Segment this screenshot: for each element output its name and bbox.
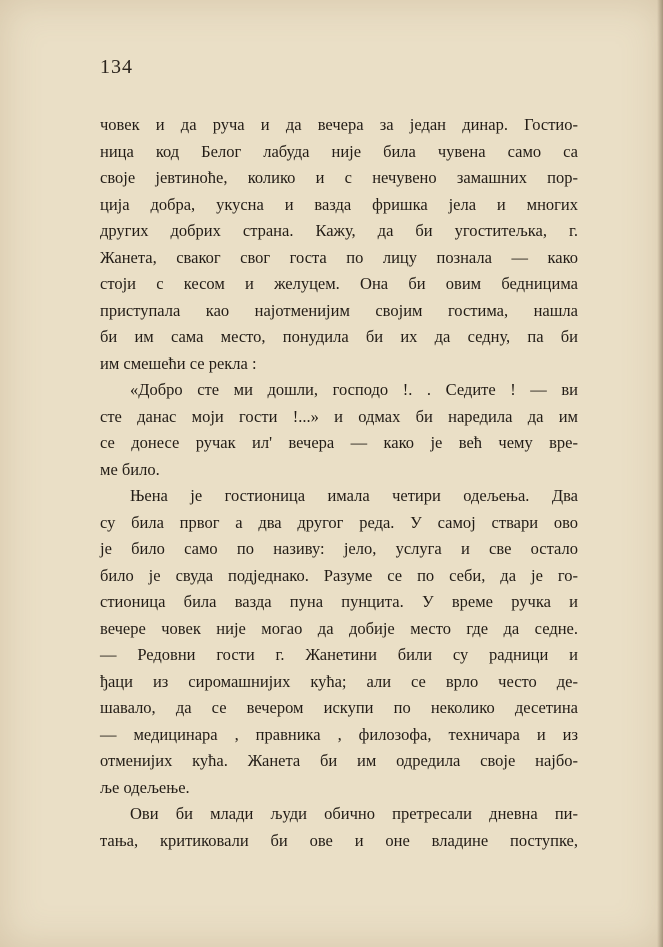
text-line: тања, критиковали би ове и оне владине поступке, — [100, 830, 578, 850]
text-line: би им сама место, понудила би их да седну, па би — [100, 327, 578, 346]
text-line: вечере човек није могао да добије место где да седне. — [100, 618, 578, 638]
paragraph-2 — [100, 377, 578, 483]
paragraph-1 — [100, 112, 578, 377]
text-line: Жанета, сваког свог госта по лицу познала — како — [100, 247, 578, 267]
text-line: човек и да руча и да вечера за један динар. Гостио- — [100, 115, 578, 134]
text-line: било је свуда подједнако. Разуме се по себи, да је го- — [100, 565, 578, 585]
text-line: «Добро сте ми дошли, господо !. . Седите ! — ви — [130, 380, 578, 399]
text-line: ција добра, укусна и вазда фришка јела и многих — [100, 194, 578, 214]
text-line: отменијих кућа. Жанета би им одредила своје најбо- — [100, 751, 578, 770]
text-line: шавало, да се вечером искупи по неколико десетина — [100, 698, 578, 717]
text-line: им смешећи се рекла : — [100, 353, 257, 373]
text-line: Њена је гостионица имала четири одељења. Два — [130, 486, 578, 505]
text-line: ме било. — [100, 459, 160, 479]
text-line: ђаци из сиромашнијих кућа; али се врло често де- — [100, 671, 578, 691]
text-line: — медицинара , правника , филозофа, техничара и из — [100, 724, 578, 744]
text-line: Ови би млади људи обично претресали дневна пи- — [130, 804, 578, 823]
text-line: сте данас моји гости !...» и одмах би наредила да им — [100, 406, 578, 426]
text-line: ница код Белог лабуда није била чувена само са — [100, 141, 578, 161]
text-line: се донесе ручак ил' вечера — како је већ чему вре- — [100, 433, 578, 452]
page-number: 134 — [100, 56, 133, 78]
text-line: — Редовни гости г. Жанетини били су радници и — [100, 645, 578, 664]
text-line: ље одељење. — [100, 777, 190, 797]
body-text — [100, 112, 578, 854]
paragraph-3 — [100, 483, 578, 801]
text-line: стионица била вазда пуна пунцита. У време ручка и — [100, 592, 578, 611]
text-line: приступала као најотменијим својим гостима, нашла — [100, 300, 578, 320]
text-line: своје јевтиноће, колико и с нечувено замашних пор- — [100, 168, 578, 187]
text-line: су била првог а два другог реда. У самој ствари ово — [100, 512, 578, 532]
text-line: стоји с кесом и желуцем. Она би овим бедницима — [100, 274, 578, 293]
paragraph-4 — [100, 801, 578, 854]
text-line: других добрих страна. Кажу, да би угоститељка, г. — [100, 221, 578, 240]
text-line: је било само по називу: јело, услуга и све остало — [100, 539, 578, 558]
